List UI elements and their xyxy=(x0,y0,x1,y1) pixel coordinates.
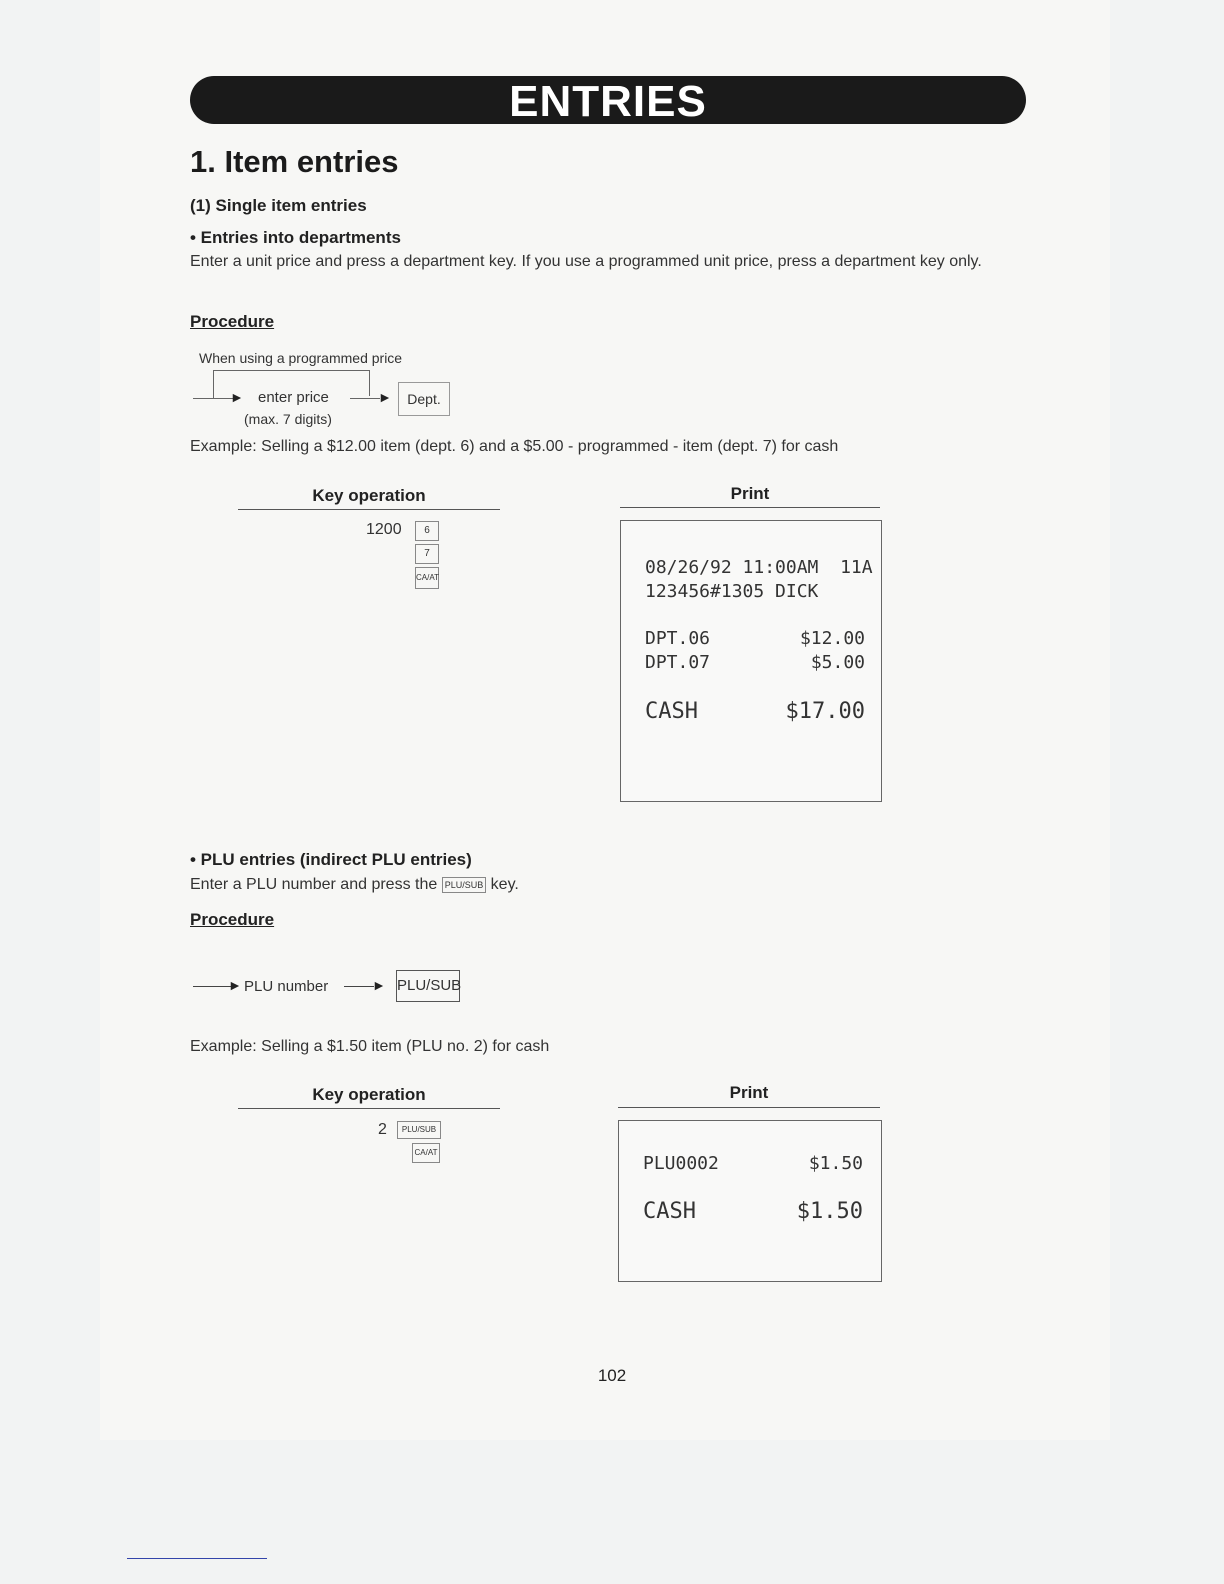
footer-link-line xyxy=(127,1558,267,1559)
print-header: Print xyxy=(730,484,770,503)
plu-entry-line xyxy=(193,986,231,987)
plu-key-entry: 2 xyxy=(378,1121,387,1138)
page-number: 102 xyxy=(597,1366,627,1385)
receipt-item2-value: $5.00 xyxy=(810,652,865,673)
receipt-item1-value: $12.00 xyxy=(799,628,865,649)
plu-para-text-end: key. xyxy=(490,876,519,893)
programmed-price-note: When using a programmed price xyxy=(199,350,403,366)
receipt-datetime: 08/26/92 11:00AM 11A xyxy=(645,557,873,578)
dept-key xyxy=(398,382,450,416)
banner-title: ENTRIES xyxy=(509,77,707,126)
arrow-right-icon: ► xyxy=(230,389,244,405)
receipt-plu xyxy=(618,1120,882,1282)
key-entry-amount: 1200 xyxy=(366,521,402,538)
dept-heading: • Entries into departments xyxy=(190,228,401,247)
receipt-plu-value: $1.50 xyxy=(808,1153,863,1174)
plu-example: Example: Selling a $1.50 item (PLU no. 2) for cash xyxy=(190,1038,550,1055)
bypass-line-right xyxy=(369,370,370,396)
enter-price-label: enter price xyxy=(258,389,329,406)
page-sheet xyxy=(100,0,1110,1440)
plu-number-label: PLU number xyxy=(244,978,329,995)
print-header: Print xyxy=(729,1083,769,1102)
plu-sub-key: PLU/SUB xyxy=(396,970,460,1002)
plu-procedure-label: Procedure xyxy=(190,910,275,929)
plu-sub-key-inline: PLU/SUB xyxy=(442,877,487,893)
receipt-dept xyxy=(620,520,882,802)
plu-number-line xyxy=(344,986,374,987)
section-title: 1. Item entries xyxy=(190,144,399,179)
dept-paragraph: Enter a unit price and press a department key. If you use a programmed unit price, press a department key only. xyxy=(190,253,982,270)
key-operation-rule xyxy=(238,509,500,510)
arrow-right-icon: ► xyxy=(228,977,242,993)
receipt-item2-label: DPT.07 xyxy=(645,652,711,673)
key-operation-rule xyxy=(238,1108,500,1109)
chapter-banner xyxy=(190,76,1026,124)
receipt-total-value: $1.50 xyxy=(796,1199,863,1224)
key-7: 7 xyxy=(415,544,439,564)
dept-procedure-label: Procedure xyxy=(190,312,275,331)
print-rule xyxy=(620,507,880,508)
plu-paragraph xyxy=(190,872,1030,898)
key-operation-header: Key operation xyxy=(312,486,426,505)
dept-key-label: Dept. xyxy=(407,391,441,407)
key-ca-at: CA/AT xyxy=(412,1143,440,1163)
key-6: 6 xyxy=(415,521,439,541)
arrow-right-icon: ► xyxy=(378,389,392,405)
bypass-line-top xyxy=(213,370,369,371)
receipt-total-value: $17.00 xyxy=(785,699,865,724)
max-digits-label: (max. 7 digits) xyxy=(244,411,332,427)
plu-heading: • PLU entries (indirect PLU entries) xyxy=(190,850,472,869)
subsection-title: (1) Single item entries xyxy=(190,196,367,215)
price-line xyxy=(350,398,380,399)
key-plu-sub: PLU/SUB xyxy=(397,1121,441,1139)
bypass-line-left xyxy=(213,370,214,398)
arrow-right-icon: ► xyxy=(372,977,386,993)
receipt-total-label: CASH xyxy=(645,699,698,724)
print-rule xyxy=(618,1107,880,1108)
receipt-total-label: CASH xyxy=(643,1199,696,1224)
key-operation-header: Key operation xyxy=(312,1085,426,1104)
key-ca-at: CA/AT xyxy=(415,567,439,589)
entry-line xyxy=(193,398,233,399)
receipt-plu-label: PLU0002 xyxy=(643,1153,719,1174)
receipt-item1-label: DPT.06 xyxy=(645,628,711,649)
receipt-clerk: 123456#1305 DICK xyxy=(645,581,819,602)
plu-para-text: Enter a PLU number and press the xyxy=(190,876,438,893)
dept-example: Example: Selling a $12.00 item (dept. 6) and a $5.00 - programmed - item (dept. 7) for cash xyxy=(190,438,839,455)
